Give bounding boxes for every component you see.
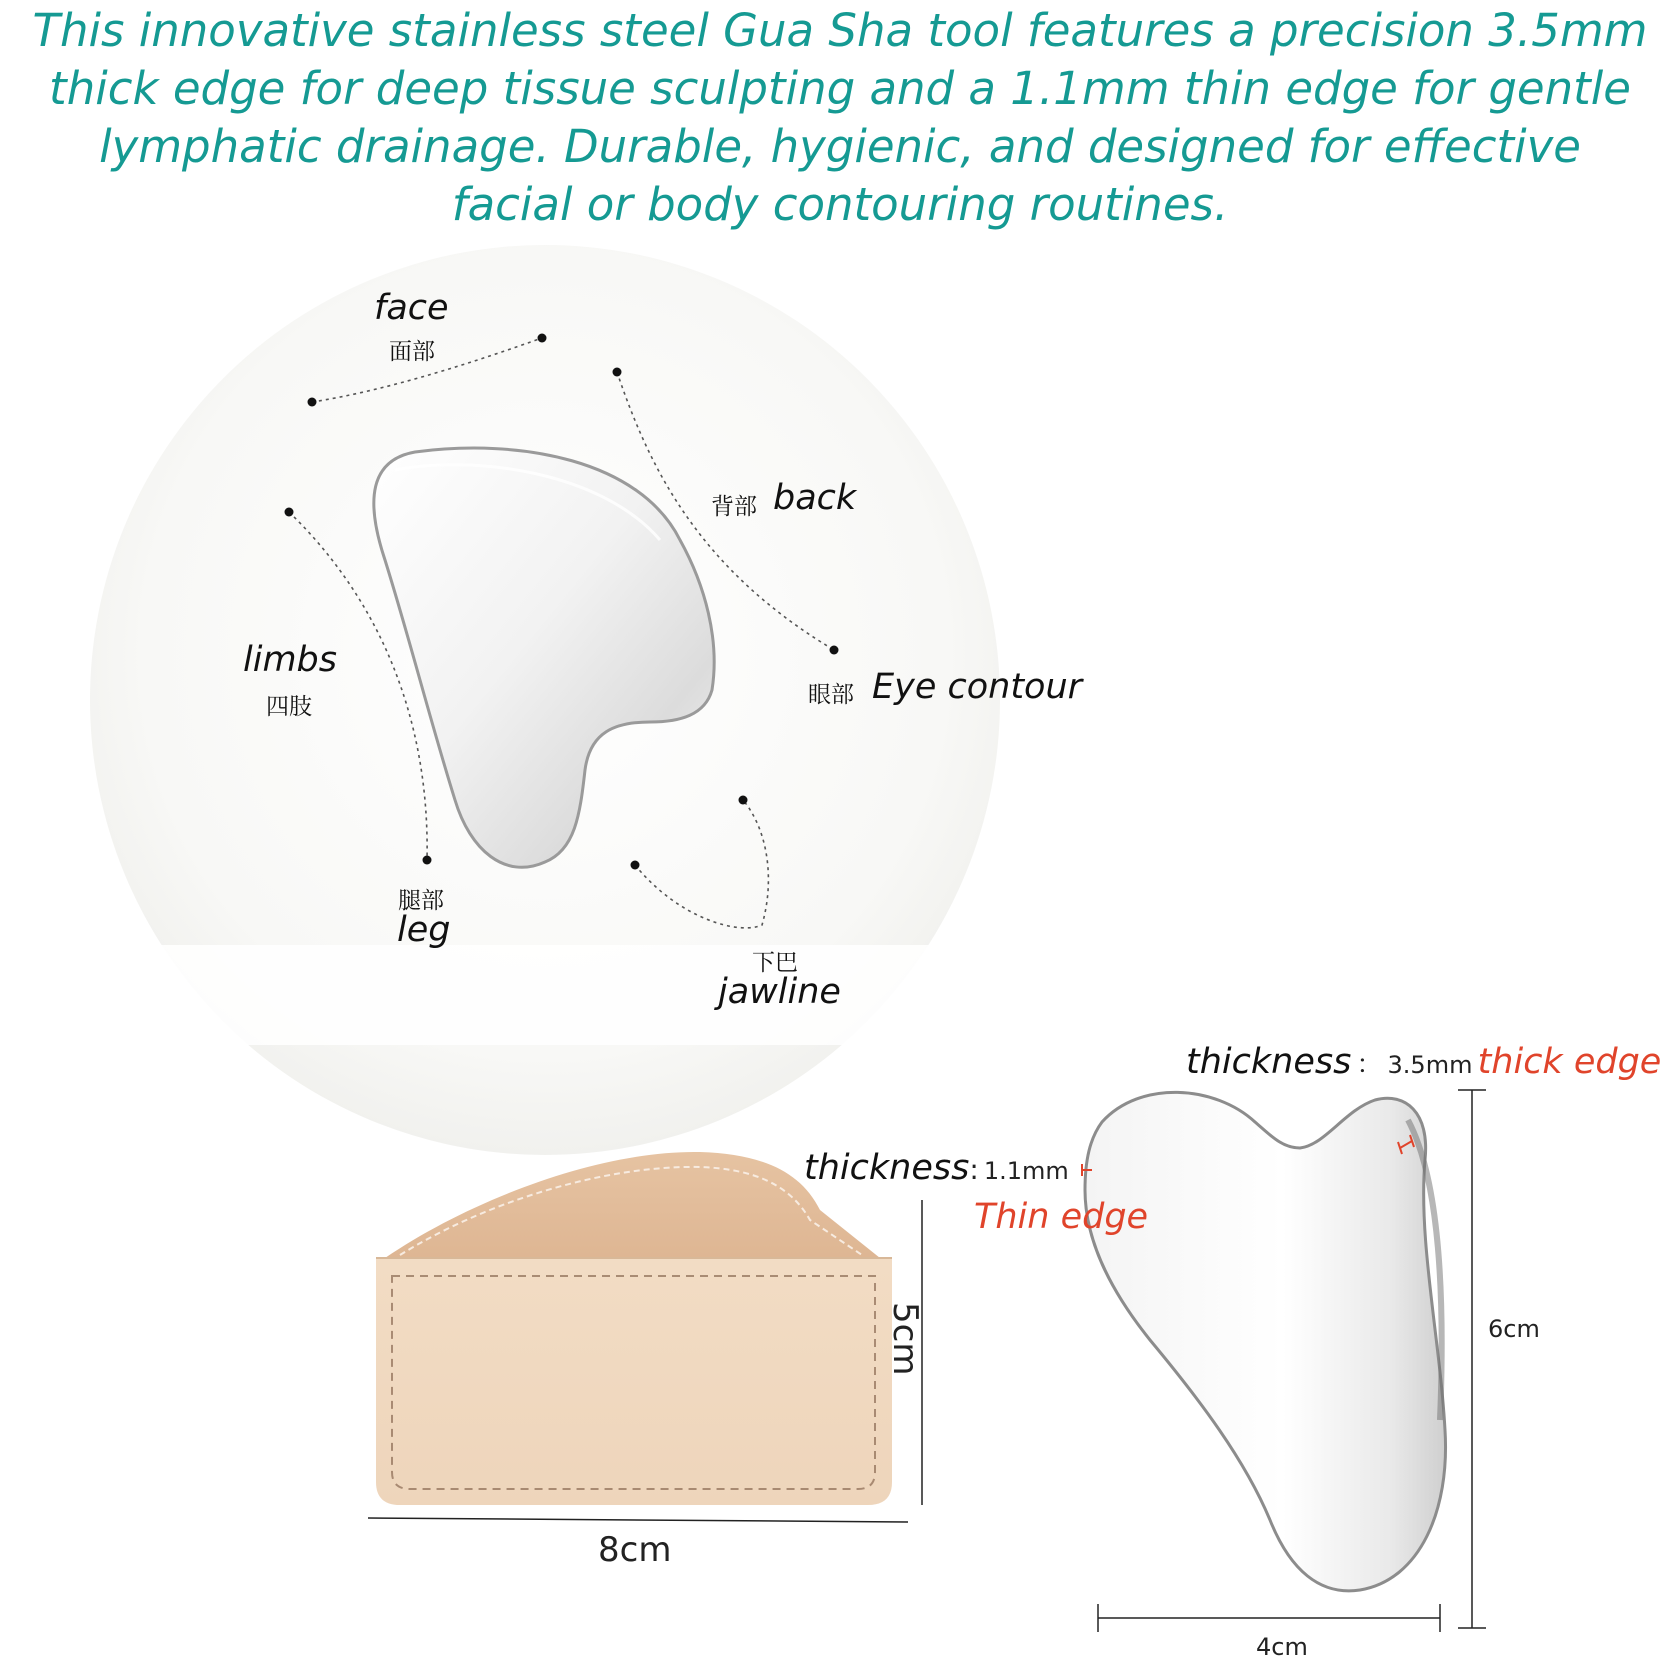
thin-edge-spec (804, 1148, 1069, 1188)
label-leg-en: leg (397, 910, 451, 950)
label-jaw-zh: 下巴 (752, 950, 798, 976)
thick-edge-name: thick edge (1477, 1042, 1662, 1082)
label-back-en: back (773, 478, 857, 518)
thick-label: thickness (1186, 1042, 1352, 1082)
label-eye-zh: 眼部 (808, 682, 854, 708)
thin-colon: : (969, 1153, 979, 1186)
label-eye-en: Eye contour (872, 667, 1083, 707)
label-face-en: face (374, 288, 449, 328)
headline-line-1: This innovative stainless steel Gua Sha tool features a precision 3.5mm (32, 4, 1648, 57)
pouch-front (376, 1258, 892, 1505)
headline-line-4: facial or body contouring routines. (451, 178, 1229, 231)
thin-label: thickness (804, 1148, 970, 1188)
label-back-zh: 背部 (711, 494, 757, 520)
thick-edge-spec (1186, 1042, 1661, 1082)
headline-line-3: lymphatic drainage. Durable, hygienic, and designed for effective (99, 120, 1581, 173)
leather-pouch (376, 1152, 892, 1505)
label-leg-zh: 腿部 (398, 888, 444, 914)
thick-value: 3.5mm (1387, 1051, 1473, 1079)
label-jaw-en: jawline (718, 972, 841, 1012)
label-limbs-en: limbs (243, 640, 337, 680)
gua-sha-tool-right (1085, 1092, 1446, 1591)
label-face-zh: 面部 (389, 339, 435, 365)
headline-line-2: thick edge for deep tissue sculpting and a 1.1mm thin edge for gentle (49, 62, 1631, 115)
tool-height-label: 6cm (1488, 1315, 1540, 1343)
tool-width-label: 4cm (1256, 1633, 1308, 1661)
backdrop-fade (90, 945, 990, 1045)
thin-value: 1.1mm (983, 1157, 1069, 1185)
pouch-height-label: 5cm (885, 1302, 925, 1376)
label-limbs-zh: 四肢 (266, 694, 312, 720)
pouch-width-label: 8cm (598, 1530, 672, 1570)
thick-colon: ： (1356, 1050, 1383, 1080)
thin-edge-name: Thin edge (974, 1197, 1149, 1237)
